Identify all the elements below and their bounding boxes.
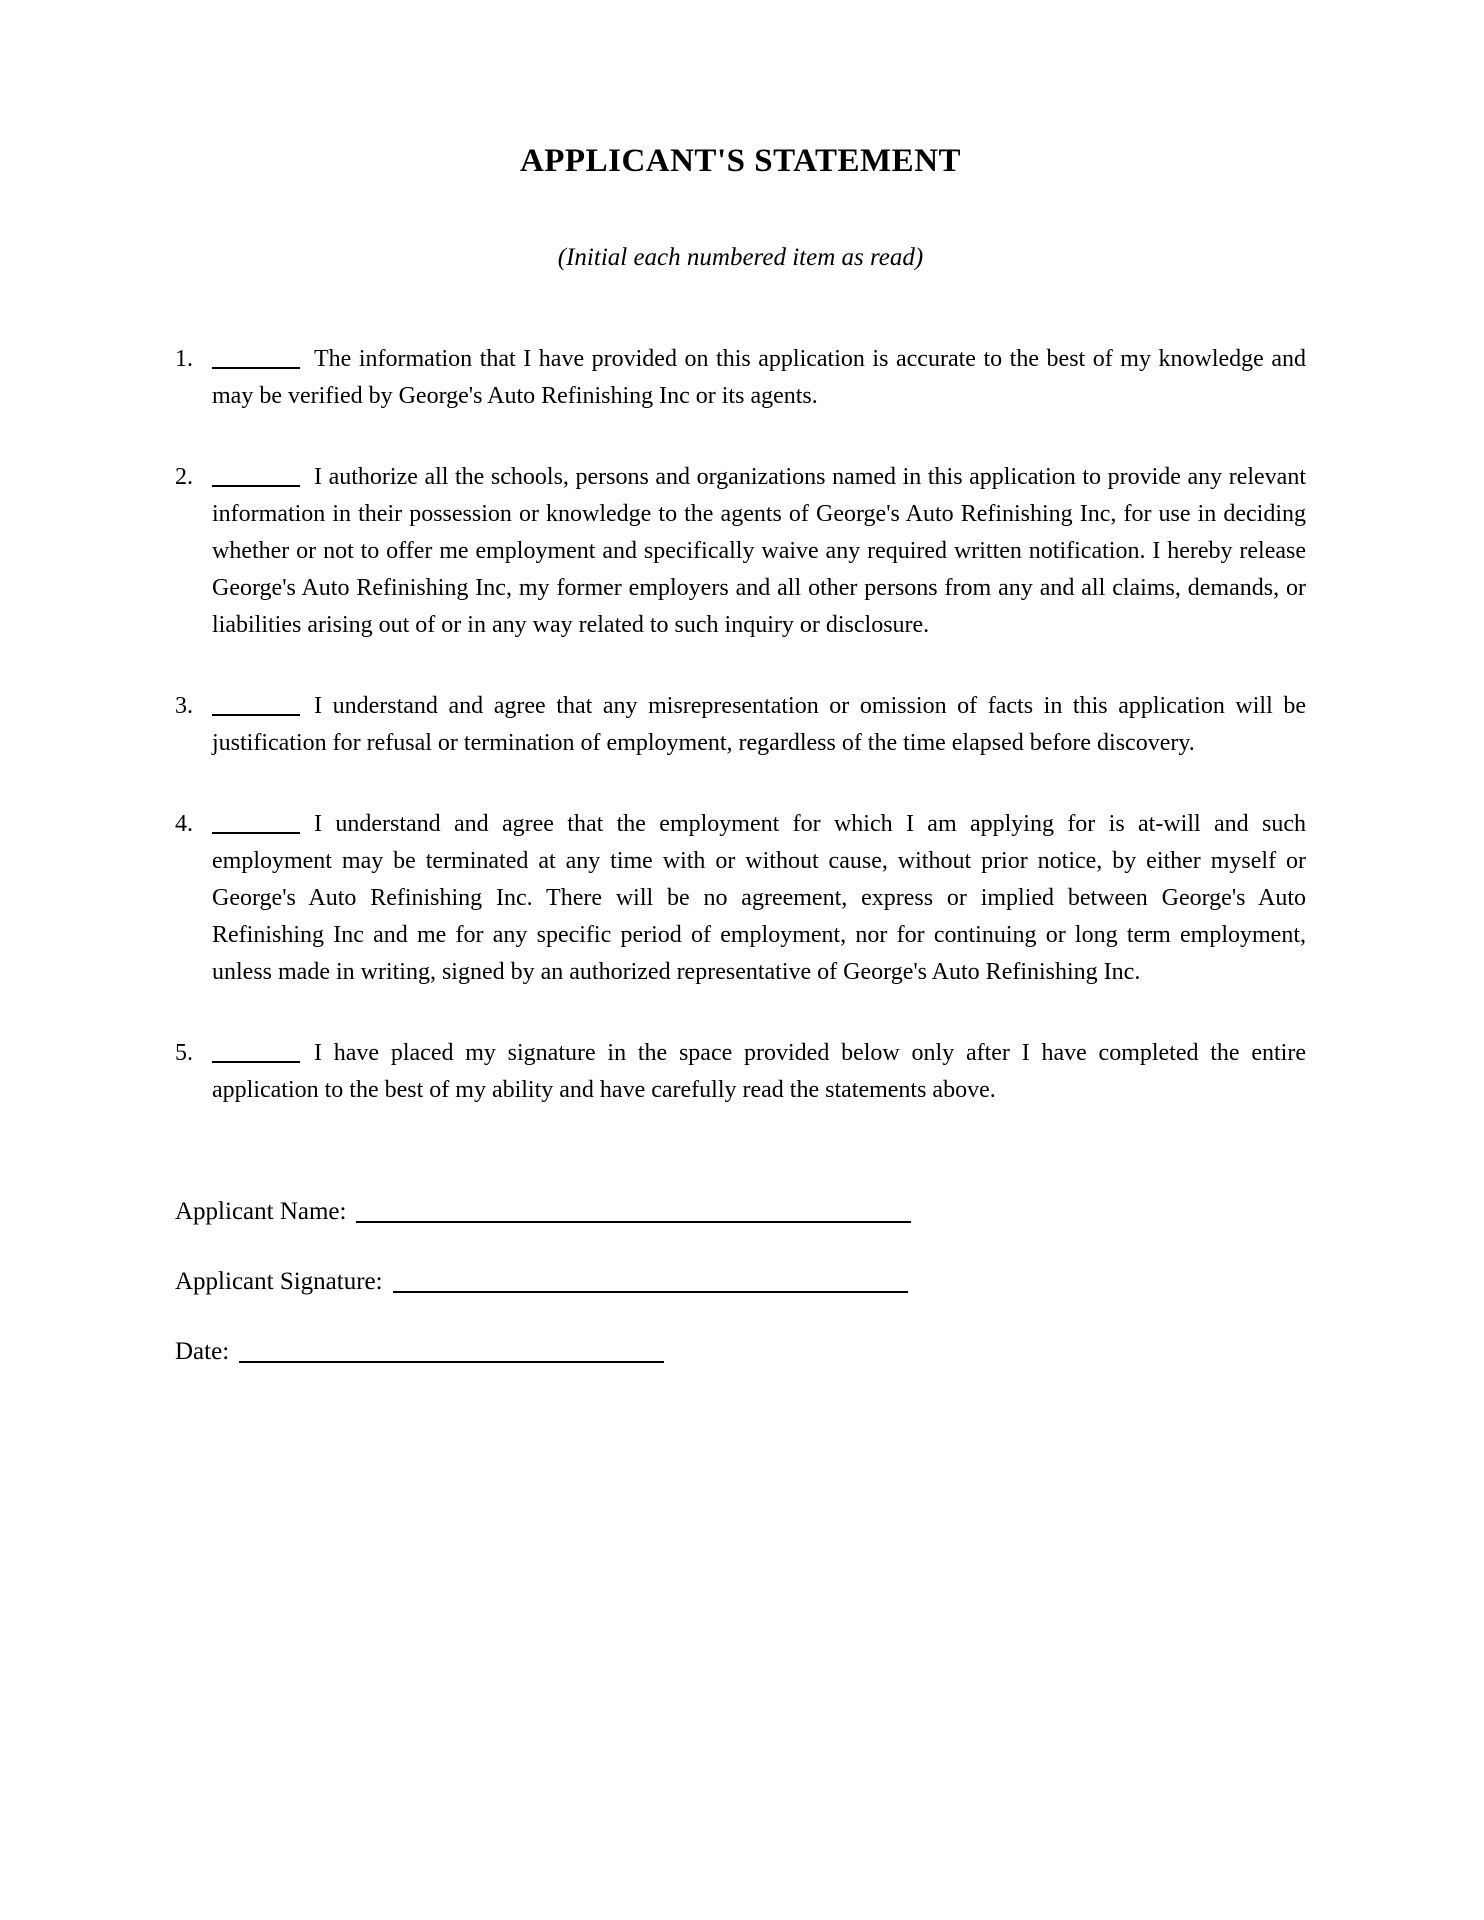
statement-item-4 xyxy=(175,806,1306,991)
item-text: I have placed my signature in the space provided below only after I have completed the entire application to the best of my ability and have carefully read the statements above. xyxy=(212,1040,1306,1103)
applicant-name-field xyxy=(175,1193,1306,1230)
date-label: Date: xyxy=(175,1338,230,1365)
applicant-name-line[interactable] xyxy=(356,1202,911,1223)
initial-blank-2[interactable] xyxy=(212,467,300,487)
document-subtitle: (Initial each numbered item as read) xyxy=(557,244,924,271)
item-text: I understand and agree that the employment for which I am applying for is at-will and such employment may be terminated at any time with or without cause, without prior notice, by either myself or George's Auto Refinishing Inc. There will be no agreement, express or implied between George's Auto Refinishing Inc and me for any specific period of employment, nor for continuing or long term employment, unless made in writing, signed by an authorized representative of George's Auto Refinishing Inc. xyxy=(212,811,1306,985)
initial-blank-3[interactable] xyxy=(212,696,300,716)
statement-item-5 xyxy=(175,1035,1306,1109)
item-text: The information that I have provided on this application is accurate to the best of my knowledge and may be verified by George's Auto Refinishing Inc or its agents. xyxy=(212,346,1306,409)
item-text: I understand and agree that any misrepresentation or omission of facts in this application will be justification for refusal or termination of employment, regardless of the time elapsed before discovery. xyxy=(212,693,1306,756)
applicant-signature-label: Applicant Signature: xyxy=(175,1268,383,1295)
applicant-signature-field xyxy=(175,1263,1306,1300)
item-number: 4. xyxy=(175,811,193,837)
applicant-name-label: Applicant Name: xyxy=(175,1198,347,1225)
initial-blank-4[interactable] xyxy=(212,814,300,834)
item-number: 3. xyxy=(175,693,193,719)
statement-items xyxy=(175,341,1306,1109)
initial-blank-5[interactable] xyxy=(212,1043,300,1063)
date-field xyxy=(175,1333,1306,1370)
item-text: I authorize all the schools, persons and organizations named in this application to provide any relevant information in their possession or knowledge to the agents of George's Auto Refinishing Inc, for use in deciding whether or not to offer me employment and specifically waive any required written notification. I hereby release George's Auto Refinishing Inc, my former employers and all other persons from any and all claims, demands, or liabilities arising out of or in any way related to such inquiry or disclosure. xyxy=(212,464,1306,638)
statement-item-2 xyxy=(175,459,1306,644)
document-title: APPLICANT'S STATEMENT xyxy=(519,143,962,179)
initial-blank-1[interactable] xyxy=(212,349,300,369)
item-number: 2. xyxy=(175,464,193,490)
date-line[interactable] xyxy=(239,1342,664,1363)
statement-item-3 xyxy=(175,688,1306,762)
applicant-signature-line[interactable] xyxy=(393,1272,908,1293)
item-number: 5. xyxy=(175,1040,193,1066)
item-number: 1. xyxy=(175,346,193,372)
statement-item-1 xyxy=(175,341,1306,415)
signature-fields xyxy=(175,1193,1306,1370)
